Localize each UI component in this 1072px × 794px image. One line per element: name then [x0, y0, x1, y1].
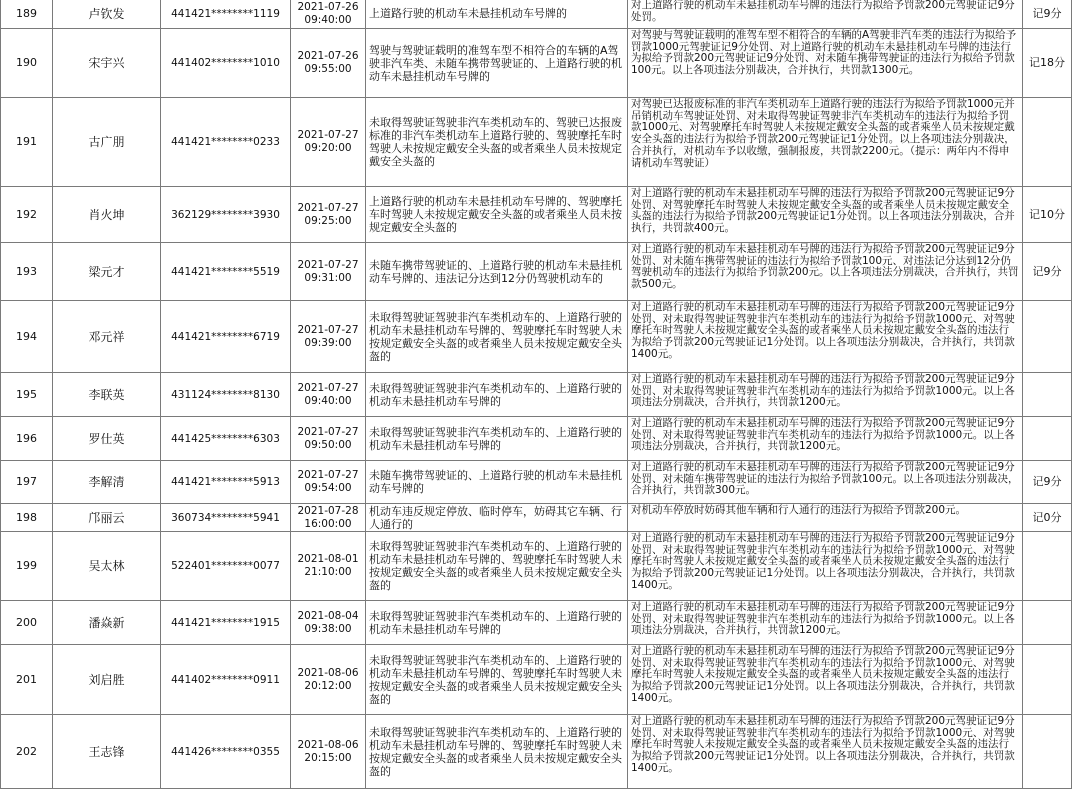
- row-index: [1, 29, 53, 98]
- table-row: [1, 532, 1072, 601]
- violation-datetime-date: 2021-07-27: [297, 323, 359, 336]
- id-number-id: 441421********1915: [171, 616, 280, 629]
- violation-datetime: [291, 417, 366, 461]
- penalty-points: [1023, 417, 1072, 461]
- violation-description: [366, 417, 628, 461]
- person-name: [53, 601, 161, 645]
- penalty-description-penalty: 对上道路行驶的机动车未悬挂机动车号牌的违法行为拟给予罚款200元驾驶证记9分处罚、对未取得驾驶证驾驶非汽车类机动车的违法行为拟给予罚款1000元、对驾驶摩托车时驾驶人未按规定戴安全头盔的或者乘坐人员未按规定戴安全头盔的违法行为拟给予罚款200元驾驶证记1分处罚。以上各项违法分别裁决，合并执行，共罚款1400元。: [631, 532, 1015, 591]
- table-row: [1, 504, 1072, 532]
- person-name: [53, 532, 161, 601]
- id-number-id: 362129********3930: [171, 208, 280, 221]
- violation-description: [366, 461, 628, 504]
- person-name-name: 李解清: [88, 475, 125, 489]
- penalty-points-points: 记10分: [1029, 207, 1065, 221]
- violation-datetime-time: 09:54:00: [304, 482, 352, 494]
- violation-datetime-time: 09:38:00: [304, 622, 352, 635]
- violation-datetime-date: 2021-07-28: [297, 504, 359, 517]
- penalty-points-points: 记9分: [1032, 6, 1062, 20]
- violation-datetime-date: 2021-07-27: [297, 425, 359, 438]
- person-name: [53, 645, 161, 715]
- violation-datetime-time: 20:12:00: [304, 679, 352, 692]
- person-name-name: 邝丽云: [88, 510, 125, 525]
- row-index-idx: 202: [16, 744, 37, 758]
- penalty-description-penalty: 对上道路行驶的机动车未悬挂机动车号牌的违法行为拟给予罚款200元驾驶证记9分处罚、对未取得驾驶证驾驶非汽车类机动车的违法行为拟给予罚款1000元、对驾驶摩托车时驾驶人未按规定戴安全头盔的或者乘坐人员未按规定戴安全头盔的违法行为拟给予罚款200元驾驶证记1分处罚。以上各项违法分别裁决，合并执行，共罚款1400元。: [631, 715, 1015, 774]
- person-name: [53, 373, 161, 417]
- penalty-description: [628, 715, 1023, 789]
- violation-datetime-date: 2021-07-27: [297, 129, 359, 141]
- violation-datetime: [291, 532, 366, 601]
- row-index-idx: 192: [16, 207, 37, 221]
- id-number-id: 441421********1119: [171, 7, 280, 20]
- penalty-points: [1023, 715, 1072, 789]
- violation-datetime-date: 2021-08-06: [297, 666, 359, 679]
- violation-description-violation: 机动车违反规定停放、临时停车，妨碍其它车辆、行人通行的: [369, 504, 622, 531]
- row-index: [1, 461, 53, 504]
- penalty-description-penalty: 对上道路行驶的机动车未悬挂机动车号牌的违法行为拟给予罚款200元驾驶证记9分处罚、对未取得驾驶证驾驶非汽车类机动车的违法行为拟给予罚款1000元。以上各项违法分别裁决，合并执行，共罚款1200元。: [631, 373, 1015, 409]
- person-name: [53, 0, 161, 29]
- person-name: [53, 243, 161, 301]
- violation-description-violation: 未取得驾驶证驾驶非汽车类机动车的、上道路行驶的机动车未悬挂机动车号牌的: [369, 425, 622, 452]
- penalty-points: [1023, 645, 1072, 715]
- table-row: [1, 601, 1072, 645]
- violation-datetime: [291, 504, 366, 532]
- penalty-description: [628, 461, 1023, 504]
- id-number: [161, 417, 291, 461]
- row-index: [1, 532, 53, 601]
- penalty-points: [1023, 601, 1072, 645]
- row-index-idx: 197: [16, 475, 37, 488]
- penalty-description-penalty: 对上道路行驶的机动车未悬挂机动车号牌的违法行为拟给予罚款200元驾驶证记9分处罚、对驾驶摩托车时驾驶人未按规定戴安全头盔的或者乘坐人员未按规定戴安全头盔的违法行为拟给予罚款200元驾驶证记1分处罚。以上各项违法分别裁决，合并执行，共罚款400元。: [631, 187, 1015, 235]
- penalty-description: [628, 0, 1023, 29]
- violation-datetime-time: 16:00:00: [304, 517, 352, 530]
- person-name: [53, 715, 161, 789]
- violation-description-violation: 未取得驾驶证驾驶非汽车类机动车的、驾驶已达报废标准的非汽车类机动车上道路行驶的、驾驶摩托车时驾驶人未按规定戴安全头盔的或者乘坐人员未按规定戴安全头盔的: [369, 116, 622, 168]
- person-name-name: 罗仕英: [88, 431, 125, 446]
- violation-description-violation: 未取得驾驶证驾驶非汽车类机动车的、上道路行驶的机动车未悬挂机动车号牌的、驾驶摩托车时驾驶人未按规定戴安全头盔的或者乘坐人员未按规定戴安全头盔的: [369, 653, 622, 706]
- violation-datetime-time: 09:40:00: [304, 13, 352, 26]
- table-row: [1, 301, 1072, 373]
- table-row: [1, 0, 1072, 29]
- violation-datetime: [291, 187, 366, 243]
- penalty-description: [628, 373, 1023, 417]
- violation-description: [366, 98, 628, 187]
- row-index: [1, 243, 53, 301]
- violation-datetime: [291, 301, 366, 373]
- violation-datetime-date: 2021-07-27: [297, 469, 359, 481]
- person-name-name: 潘焱新: [88, 615, 125, 630]
- id-number-id: 441426********0355: [171, 745, 280, 758]
- violation-datetime: [291, 0, 366, 29]
- id-number: [161, 532, 291, 601]
- violation-datetime-date: 2021-07-26: [297, 0, 359, 13]
- penalty-description-penalty: 对上道路行驶的机动车未悬挂机动车号牌的违法行为拟给予罚款200元驾驶证记9分处罚、对未取得驾驶证驾驶非汽车类机动车的违法行为拟给予罚款1000元。以上各项违法分别裁决，合并执行，共罚款1200元。: [631, 417, 1015, 453]
- id-number: [161, 373, 291, 417]
- person-name-name: 梁元才: [88, 264, 125, 279]
- violation-datetime-time: 09:40:00: [304, 394, 352, 407]
- row-index: [1, 0, 53, 29]
- violation-description: [366, 301, 628, 373]
- person-name-name: 卢钦发: [88, 6, 125, 21]
- penalty-description: [628, 417, 1023, 461]
- penalty-description-penalty: 对上道路行驶的机动车未悬挂机动车号牌的违法行为拟给予罚款200元驾驶证记9分处罚、对未取得驾驶证驾驶非汽车类机动车的违法行为拟给予罚款1000元。以上各项违法分别裁决，合并执行，共罚款1200元。: [631, 601, 1015, 637]
- penalty-description-penalty: 对上道路行驶的机动车未悬挂机动车号牌的违法行为拟给予罚款200元驾驶证记9分处罚。: [631, 0, 1015, 23]
- row-index: [1, 504, 53, 532]
- id-number-id: 441421********5519: [171, 265, 280, 278]
- penalty-description: [628, 645, 1023, 715]
- person-name-name: 刘启胜: [88, 672, 125, 687]
- violation-description-violation: 驾驶与驾驶证载明的准驾车型不相符合的车辆的A驾驶非汽车类、未随车携带驾驶证的、上道路行驶的机动车未悬挂机动车号牌的: [369, 43, 622, 83]
- penalty-description: [628, 532, 1023, 601]
- violation-description: [366, 715, 628, 789]
- row-index-idx: 201: [16, 672, 37, 686]
- row-index-idx: 191: [16, 135, 37, 148]
- id-number: [161, 187, 291, 243]
- penalty-points: [1023, 98, 1072, 187]
- row-index: [1, 645, 53, 715]
- penalty-description: [628, 98, 1023, 187]
- penalty-points: [1023, 504, 1072, 532]
- violation-datetime-date: 2021-07-26: [297, 50, 359, 62]
- violation-datetime-date: 2021-08-06: [297, 738, 359, 751]
- person-name: [53, 417, 161, 461]
- person-name: [53, 504, 161, 532]
- violation-datetime: [291, 645, 366, 715]
- penalty-points-points: 记0分: [1032, 510, 1062, 524]
- violation-description-violation: 未随车携带驾驶证的、上道路行驶的机动车未悬挂机动车号牌的: [369, 469, 622, 495]
- penalty-points: [1023, 29, 1072, 98]
- violation-datetime: [291, 373, 366, 417]
- row-index: [1, 98, 53, 187]
- row-index-idx: 189: [16, 6, 37, 20]
- id-number-id: 441421********5913: [171, 476, 280, 488]
- violation-description-violation: 未取得驾驶证驾驶非汽车类机动车的、上道路行驶的机动车未悬挂机动车号牌的、驾驶摩托车时驾驶人未按规定戴安全头盔的或者乘坐人员未按规定戴安全头盔的: [369, 310, 622, 363]
- violation-datetime: [291, 29, 366, 98]
- penalty-description: [628, 301, 1023, 373]
- table-body: [1, 0, 1072, 789]
- person-name-name: 肖火坤: [88, 207, 125, 222]
- penalty-description-penalty: 对驾驶已达报废标准的非汽车类机动车上道路行驶的违法行为拟给予罚款1000元并吊销机动车驾驶证处罚、对未取得驾驶证驾驶非汽车类机动车的违法行为拟给予罚款1000元、对驾驶摩托车时驾驶人未按规定戴安全头盔的或者乘坐人员未按规定戴安全头盔的违法行为拟给予罚款200元驾驶证记1分处罚。以上各项违法分别裁决，合并执行，对机动车予以收缴，强制报废，共罚款2200元。（提示：两年内不得申请机动车驾驶证）: [631, 98, 1015, 169]
- row-index-idx: 198: [16, 510, 37, 524]
- person-name: [53, 187, 161, 243]
- violation-description-violation: 未随车携带驾驶证的、上道路行驶的机动车未悬挂机动车号牌的、违法记分达到12分仍驾驶机动车的: [369, 258, 622, 285]
- person-name: [53, 29, 161, 98]
- id-number-id: 431124********8130: [171, 388, 280, 401]
- violation-datetime-date: 2021-07-27: [297, 258, 359, 271]
- violation-description-violation: 未取得驾驶证驾驶非汽车类机动车的、上道路行驶的机动车未悬挂机动车号牌的: [369, 609, 622, 636]
- person-name-name: 宋宇兴: [88, 56, 125, 70]
- person-name: [53, 98, 161, 187]
- violation-datetime: [291, 98, 366, 187]
- penalty-points: [1023, 187, 1072, 243]
- violation-description-violation: 上道路行驶的机动车未悬挂机动车号牌的: [369, 7, 567, 20]
- table-row: [1, 417, 1072, 461]
- row-index-idx: 193: [16, 264, 37, 278]
- id-number-id: 441425********6303: [171, 432, 280, 445]
- violation-datetime: [291, 461, 366, 504]
- penalty-points-points: 记9分: [1032, 475, 1062, 488]
- row-index-idx: 194: [16, 329, 37, 343]
- id-number: [161, 301, 291, 373]
- violation-datetime-time: 09:39:00: [304, 336, 352, 349]
- person-name-name: 古广朋: [88, 135, 125, 149]
- id-number: [161, 504, 291, 532]
- violation-description: [366, 29, 628, 98]
- row-index-idx: 195: [16, 387, 37, 401]
- violation-datetime-date: 2021-08-01: [297, 553, 359, 565]
- violation-description-violation: 未取得驾驶证驾驶非汽车类机动车的、上道路行驶的机动车未悬挂机动车号牌的、驾驶摩托车时驾驶人未按规定戴安全头盔的或者乘坐人员未按规定戴安全头盔的: [369, 725, 622, 778]
- row-index: [1, 601, 53, 645]
- penalty-description: [628, 243, 1023, 301]
- id-number-id: 360734********5941: [171, 511, 280, 524]
- penalty-points: [1023, 301, 1072, 373]
- row-index: [1, 715, 53, 789]
- row-index: [1, 187, 53, 243]
- penalty-points: [1023, 0, 1072, 29]
- row-index-idx: 190: [16, 56, 37, 69]
- person-name-name: 吴太林: [88, 559, 125, 573]
- penalty-description: [628, 187, 1023, 243]
- person-name-name: 邓元祥: [88, 329, 125, 344]
- violation-description: [366, 532, 628, 601]
- violation-datetime: [291, 601, 366, 645]
- violation-datetime-time: 20:15:00: [304, 751, 352, 764]
- id-number-id: 522401********0077: [171, 560, 280, 572]
- violation-description: [366, 0, 628, 29]
- penalty-description: [628, 29, 1023, 98]
- penalty-description-penalty: 对驾驶与驾驶证载明的准驾车型不相符合的车辆的A驾驶非汽车类的违法行为拟给予罚款1000元驾驶证记9分处罚、对上道路行驶的机动车未悬挂机动车号牌的违法行为拟给予罚款200元驾驶证记9分处罚、对未随车携带驾驶证的违法行为拟给予罚款100元。以上各项违法分别裁决，合并执行，共罚款1300元。: [631, 29, 1017, 77]
- person-name: [53, 301, 161, 373]
- penalty-description: [628, 504, 1023, 532]
- table-row: [1, 98, 1072, 187]
- id-number-id: 441402********1010: [171, 57, 280, 69]
- row-index: [1, 373, 53, 417]
- person-name-name: 李联英: [88, 387, 125, 402]
- violation-datetime-time: 21:10:00: [304, 566, 352, 578]
- id-number: [161, 243, 291, 301]
- violation-datetime-time: 09:55:00: [304, 63, 352, 75]
- id-number-id: 441421********6719: [171, 330, 280, 343]
- penalty-description-penalty: 对上道路行驶的机动车未悬挂机动车号牌的违法行为拟给予罚款200元驾驶证记9分处罚、对未取得驾驶证驾驶非汽车类机动车的违法行为拟给予罚款1000元、对驾驶摩托车时驾驶人未按规定戴安全头盔的或者乘坐人员未按规定戴安全头盔的违法行为拟给予罚款200元驾驶证记1分处罚。以上各项违法分别裁决，合并执行，共罚款1400元。: [631, 645, 1015, 704]
- row-index-idx: 199: [16, 559, 37, 572]
- penalty-points-points: 记9分: [1032, 264, 1062, 278]
- id-number: [161, 98, 291, 187]
- id-number-id: 441421********0233: [171, 136, 280, 148]
- id-number: [161, 0, 291, 29]
- id-number: [161, 715, 291, 789]
- person-name-name: 王志锋: [88, 744, 125, 759]
- violation-datetime-time: 09:31:00: [304, 271, 352, 284]
- person-name: [53, 461, 161, 504]
- row-index-idx: 200: [16, 615, 37, 629]
- violation-description: [366, 373, 628, 417]
- violation-datetime-date: 2021-07-27: [297, 201, 359, 214]
- id-number: [161, 601, 291, 645]
- violation-description: [366, 645, 628, 715]
- row-index: [1, 301, 53, 373]
- table-row: [1, 187, 1072, 243]
- penalty-points: [1023, 373, 1072, 417]
- id-number: [161, 461, 291, 504]
- row-index: [1, 417, 53, 461]
- penalty-points: [1023, 461, 1072, 504]
- id-number: [161, 29, 291, 98]
- table-row: [1, 461, 1072, 504]
- violation-description-violation: 上道路行驶的机动车未悬挂机动车号牌的、驾驶摩托车时驾驶人未按规定戴安全头盔的或者乘坐人员未按规定戴安全头盔的: [369, 195, 622, 234]
- penalty-description-penalty: 对上道路行驶的机动车未悬挂机动车号牌的违法行为拟给予罚款200元驾驶证记9分处罚、对未随车携带驾驶证的违法行为拟给予罚款100元。以上各项违法分别裁决，合并执行，共罚款300元。: [631, 461, 1019, 497]
- violation-datetime: [291, 715, 366, 789]
- row-index-idx: 196: [16, 431, 37, 445]
- violation-datetime: [291, 243, 366, 301]
- penalty-points-points: 记18分: [1029, 56, 1065, 69]
- violation-description: [366, 504, 628, 532]
- violation-description: [366, 243, 628, 301]
- penalty-description-penalty: 对机动车停放时妨碍其他车辆和行人通行的违法行为拟给予罚款200元。: [631, 504, 967, 516]
- table-row: [1, 373, 1072, 417]
- penalty-description-penalty: 对上道路行驶的机动车未悬挂机动车号牌的违法行为拟给予罚款200元驾驶证记9分处罚、对未随车携带驾驶证的违法行为拟给予罚款100元、对违法记分达到12分仍驾驶机动车的违法行为拟给予罚款200元。以上各项违法分别裁决，合并执行，共罚款500元。: [631, 243, 1019, 291]
- table-row: [1, 29, 1072, 98]
- table-row: [1, 715, 1072, 789]
- table-row: [1, 645, 1072, 715]
- violation-datetime-time: 09:25:00: [304, 214, 352, 227]
- penalty-description-penalty: 对上道路行驶的机动车未悬挂机动车号牌的违法行为拟给予罚款200元驾驶证记9分处罚、对未取得驾驶证驾驶非汽车类机动车的违法行为拟给予罚款1000元、对驾驶摩托车时驾驶人未按规定戴安全头盔的或者乘坐人员未按规定戴安全头盔的违法行为拟给予罚款200元驾驶证记1分处罚。以上各项违法分别裁决，合并执行，共罚款1400元。: [631, 301, 1015, 360]
- violation-datetime-time: 09:20:00: [304, 142, 352, 154]
- violation-datetime-date: 2021-07-27: [297, 381, 359, 394]
- violation-datetime-time: 09:50:00: [304, 438, 352, 451]
- id-number-id: 441402********0911: [171, 673, 280, 686]
- penalty-points: [1023, 532, 1072, 601]
- id-number: [161, 645, 291, 715]
- violation-description-violation: 未取得驾驶证驾驶非汽车类机动车的、上道路行驶的机动车未悬挂机动车号牌的、驾驶摩托车时驾驶人未按规定戴安全头盔的或者乘坐人员未按规定戴安全头盔的: [369, 540, 622, 592]
- penalty-description: [628, 601, 1023, 645]
- violation-description: [366, 601, 628, 645]
- violation-datetime-date: 2021-08-04: [297, 609, 359, 622]
- violation-description: [366, 187, 628, 243]
- table-row: [1, 243, 1072, 301]
- penalty-points: [1023, 243, 1072, 301]
- violation-description-violation: 未取得驾驶证驾驶非汽车类机动车的、上道路行驶的机动车未悬挂机动车号牌的: [369, 381, 622, 408]
